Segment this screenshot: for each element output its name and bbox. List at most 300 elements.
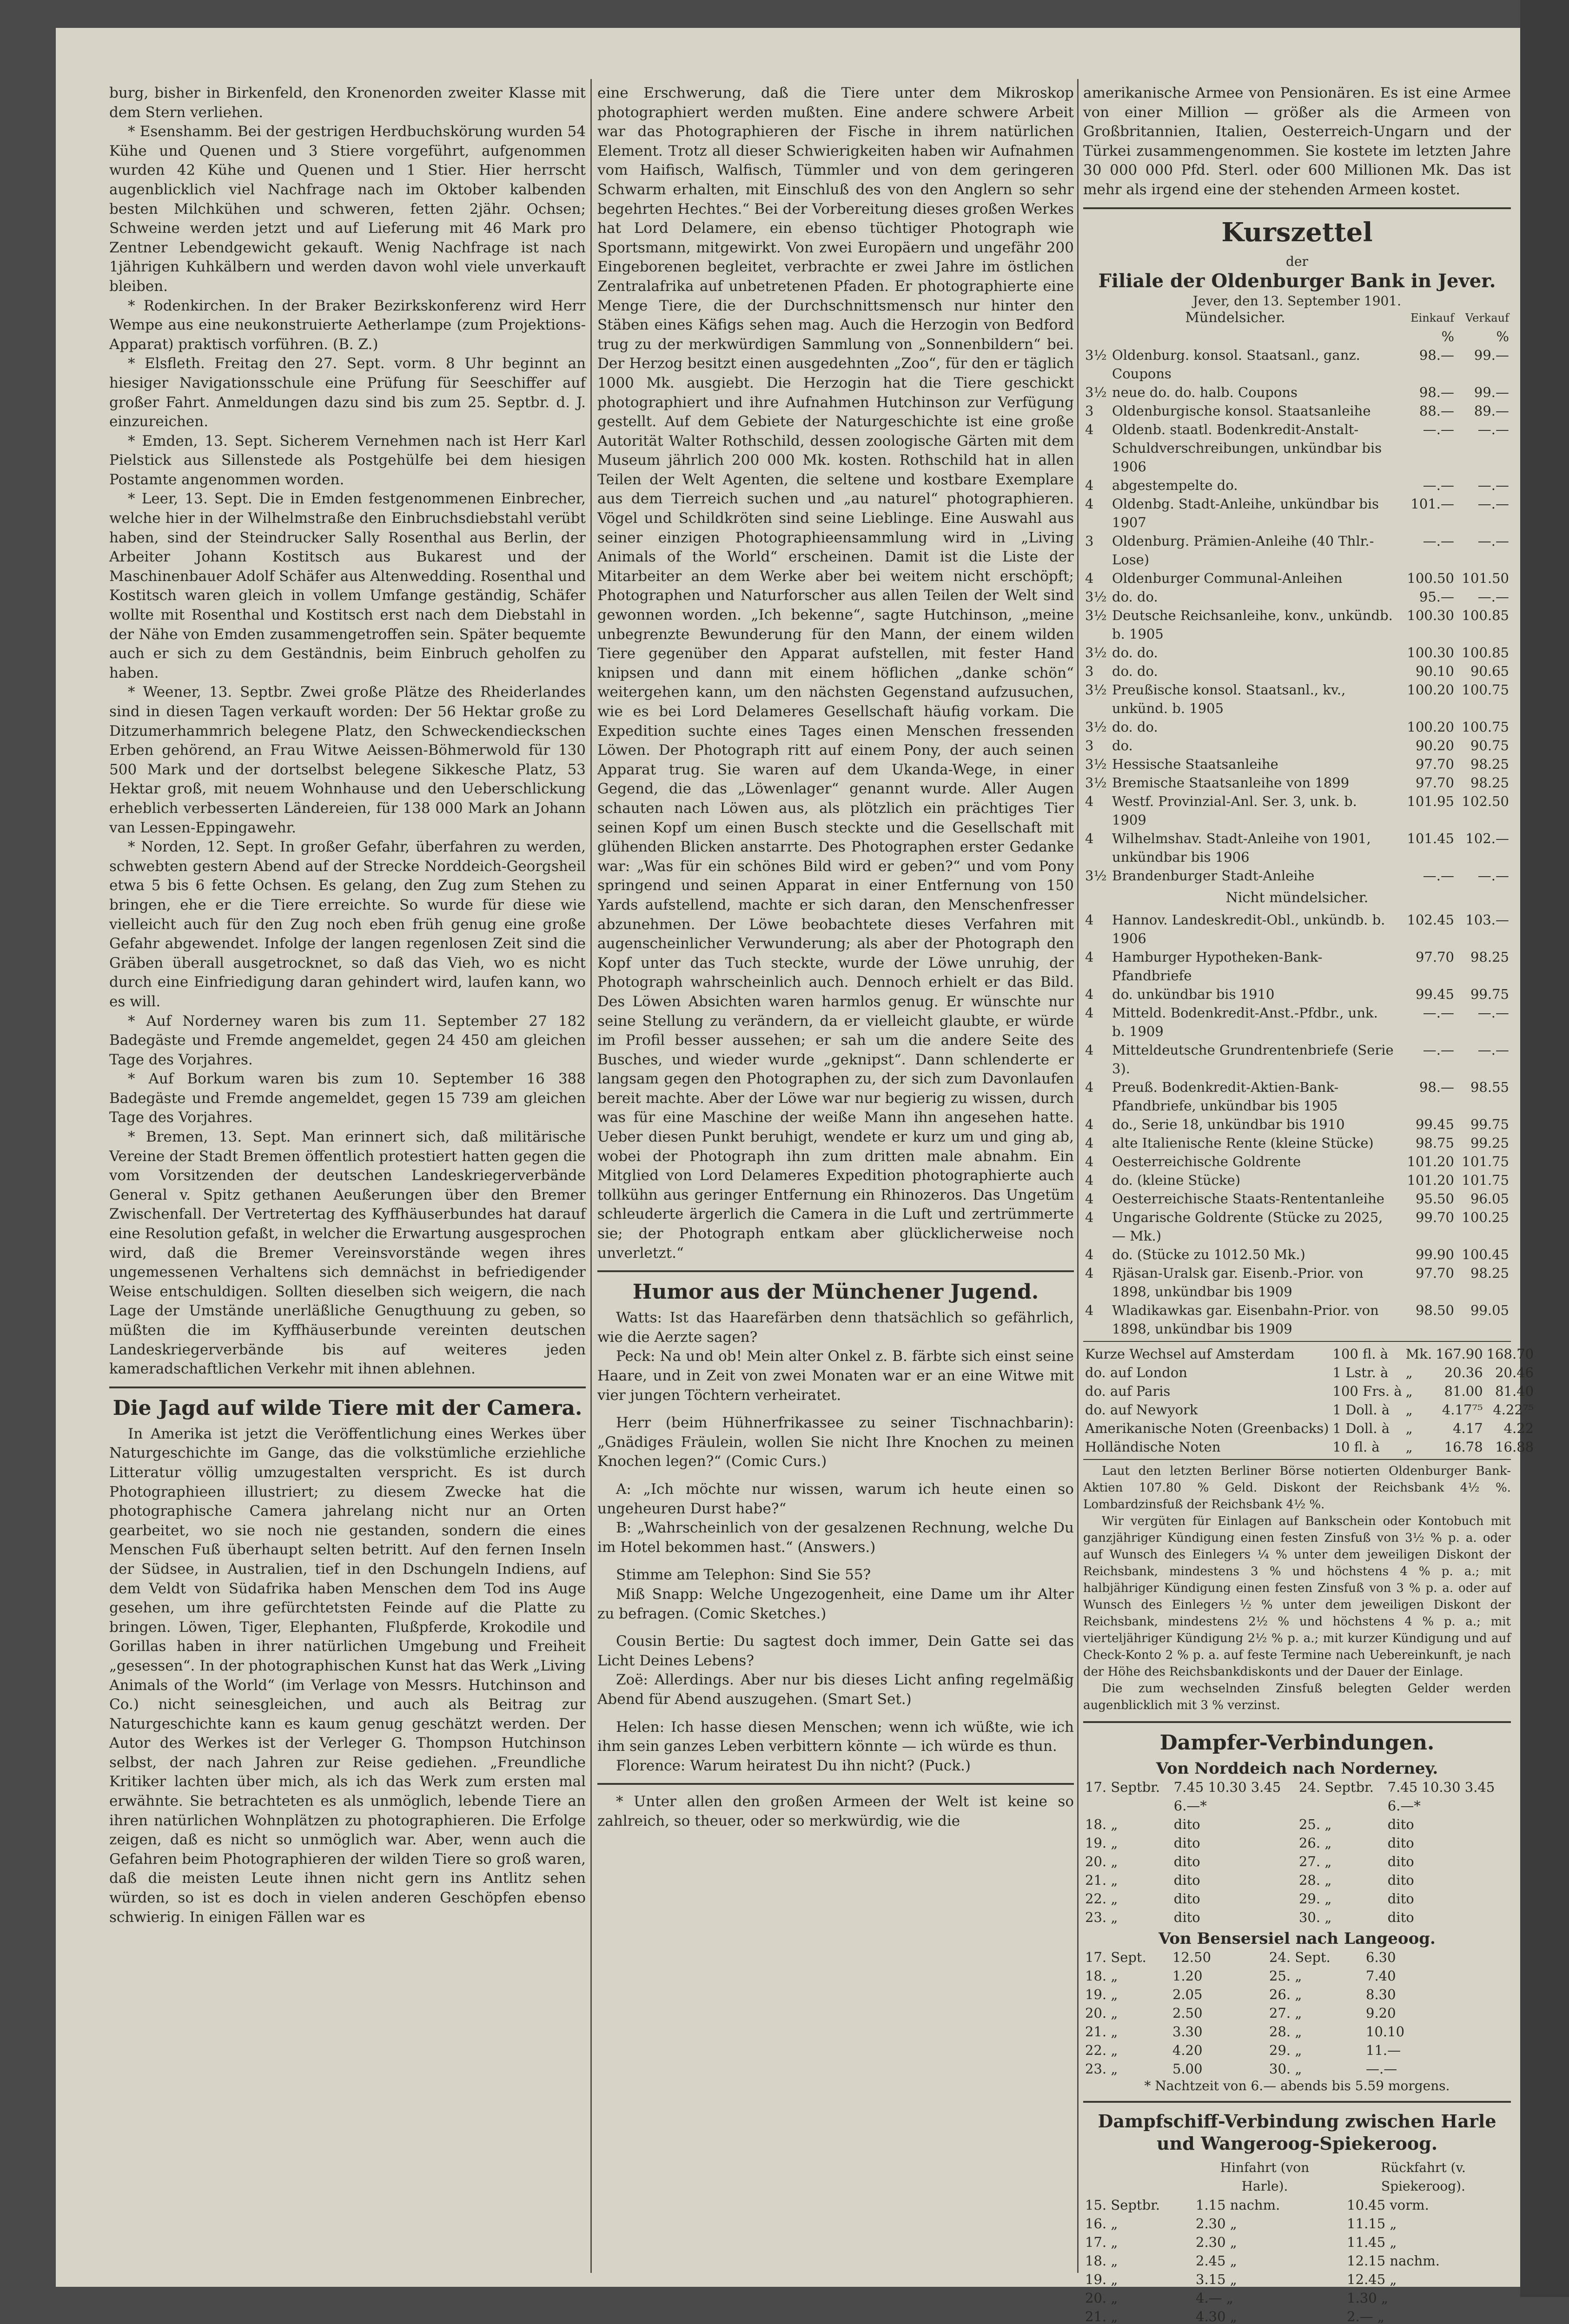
ruckfahrt-time: 2.— „ [1347, 2308, 1385, 2324]
wechsel-name: Kurze Wechsel auf Amsterdam [1085, 1346, 1295, 1362]
kurs-row [1083, 680, 1511, 718]
date: 23. „ [1085, 2060, 1118, 2077]
news-item: * Rodenkirchen. In der Braker Bezirkskonferenz wird Herr Wempe aus eine neukonstruierte Aetherlampe (zum Projektions-Apparat) praktisch vorführen. (B. Z.) [109, 297, 586, 353]
times: dito [1173, 1890, 1200, 1907]
verkauf-price: 100.85 [1462, 607, 1509, 623]
security-name: do. do. [1112, 663, 1158, 679]
einkauf-price: —.— [1423, 421, 1454, 437]
kurs-row [1083, 755, 1511, 773]
kurszettel-der: der [1286, 253, 1308, 269]
currency: Mk. [1405, 1346, 1432, 1362]
date: 25. „ [1269, 1967, 1302, 1984]
currency: „ [1405, 1439, 1413, 1455]
kurs-row [1083, 736, 1511, 755]
joke-line: Peck: Na und ob! Mein alter Onkel z. B. färbte sich einst seine Haare, und in Zeit von zwei Monaten war er an eine Witwe mit vier jungen Töchtern verheiratet. [597, 1348, 1074, 1404]
verkauf-price: 100.45 [1462, 1246, 1509, 1262]
wechsel-name: Amerikanische Noten (Greenbacks) [1085, 1420, 1329, 1436]
wechsel-row [1083, 1419, 1536, 1438]
date [1297, 1796, 1386, 1815]
ruckfahrt-header: Rückfahrt (v. Spiekeroog). [1381, 2159, 1466, 2194]
einkauf-price: 99.45 [1415, 1116, 1454, 1132]
einkauf-price: 97.70 [1415, 774, 1454, 791]
news-item: * Weener, 13. Septbr. Zwei große Plätze des Rheiderlandes sind in diesen Tagen verkauft worden: Der 56 Hektar große zu Ditzumerhammrich belegene Platz, den Schweckendieckschen Erben gehörend, an Frau Witwe Aeissen-Böhmerwold für 130 500 Mark und der dortselbst belegene Sikkesche Platz, 53 Hektar groß, mit neuem Wohnhause und den Ueberschlickung erheblich verbesserten Ländereien, für 138 000 Mark an Johann van Lessen-Eppingawehr. [109, 684, 586, 836]
date: 23. „ [1085, 1909, 1118, 1925]
article-title: Die Jagd auf wilde Tiere mit der Camera. [113, 1396, 583, 1420]
security-name: Oldenburger Communal-Anleihen [1112, 570, 1343, 586]
kurs-row [1083, 495, 1511, 532]
column-2 [597, 84, 1074, 1831]
einkauf-price: 98.75 [1415, 1135, 1454, 1151]
date: 20. „ [1085, 2005, 1118, 2021]
einkauf-price: 99.90 [1415, 1246, 1454, 1262]
ruckfahrt-time: 12.15 nachm. [1347, 2252, 1440, 2269]
verkauf-price: 99.75 [1470, 1116, 1509, 1132]
news-item: * Elsfleth. Freitag den 27. Sept. vorm. 8 Uhr beginnt an hiesiger Navigationsschule eine Prüfung für Seeschiffer auf großer Fahrt. Anmeldungen dazu sind bis zum 25. Septbr. d. J. einzureichen. [109, 355, 586, 430]
einkauf-price: 100.50 [1407, 570, 1454, 586]
wechsel-row [1083, 1363, 1536, 1382]
einkauf-price: 101.20 [1407, 1153, 1454, 1169]
rate: 4 [1085, 1042, 1094, 1058]
security-name: Wladikawkas gar. Eisenbahn-Prior. von 1898, unkündbar bis 1909 [1112, 1302, 1379, 1337]
rate: 4 [1085, 477, 1094, 493]
unit: 100 Frs. à [1332, 1383, 1402, 1399]
ruckfahrt-time: 11.45 „ [1347, 2234, 1397, 2250]
einkauf-price: 98.— [1419, 1079, 1454, 1095]
einkauf-price: 101.95 [1407, 793, 1454, 809]
hinfahrt-time: 2.30 „ [1196, 2215, 1237, 2232]
date: 18. „ [1085, 1967, 1118, 1984]
time: 9.20 [1366, 2005, 1396, 2021]
security-name: Oldenb. staatl. Bodenkredit-Anstalt-Schuldverschreibungen, unkündbar bis 1906 [1112, 421, 1382, 475]
date: 28. „ [1298, 1872, 1332, 1888]
security-name: Preußische konsol. Staatsanl., kv., unkünd. b. 1905 [1112, 681, 1346, 716]
schedule-row [1083, 2041, 1511, 2060]
kurs-row [1083, 1301, 1511, 1338]
schedule-row [1083, 1871, 1511, 1889]
einkauf-price: 81.00 [1444, 1383, 1483, 1399]
verkauf-price: 100.75 [1462, 681, 1509, 698]
times: 7.45 10.30 3.45 [1173, 1779, 1281, 1795]
wechsel-row [1083, 1438, 1536, 1456]
security-name: alte Italienische Rente (kleine Stücke) [1112, 1135, 1374, 1151]
einkauf-price: 98.— [1419, 347, 1454, 363]
times: dito [1387, 1853, 1414, 1869]
verkauf-price: 98.25 [1470, 756, 1509, 772]
kurs-header [1083, 309, 1511, 346]
kurszettel-title: Kurszettel [1221, 217, 1373, 248]
wechsel-row [1083, 1345, 1536, 1363]
security-name: Oldenburgische konsol. Staatsanleihe [1112, 403, 1371, 419]
news-item: * Auf Borkum waren bis zum 10. September 16 388 Badegäste und Fremde angemeldet, gegen 15 739 am gleichen Tage des Vorjahres. [109, 1070, 586, 1126]
times: dito [1387, 1890, 1414, 1907]
rate: 3½ [1085, 756, 1107, 772]
time: 2.50 [1172, 2005, 1203, 2021]
percent-sign: % [1441, 328, 1454, 344]
kurs-row [1083, 985, 1511, 1004]
kurs-row [1083, 1134, 1511, 1152]
kurs-row [1083, 1115, 1511, 1134]
verkauf-price: 98.25 [1470, 1265, 1509, 1281]
schedule-row [1083, 2214, 1511, 2233]
bensersiel-schedule [1083, 1948, 1511, 2078]
bensersiel-note: * Nachtzeit von 6.— abends bis 5.59 morgens. [1144, 2078, 1450, 2093]
time: 7.40 [1366, 1967, 1396, 1984]
date: 21. „ [1085, 2308, 1118, 2324]
rate: 4 [1085, 1190, 1094, 1207]
schedule-row [1083, 2251, 1511, 2270]
bank-note: Laut den letzten Berliner Börse notierten Oldenburger Bank-Aktien 107.80 % Geld. Diskont der Reichsbank 4½ %. Lombardzinsfuß der Reichsbank 4½ %. [1083, 1464, 1511, 1512]
time: 10.10 [1366, 2023, 1405, 2040]
hinfahrt-time: 4.30 „ [1196, 2308, 1237, 2324]
kurs-row [1083, 346, 1511, 383]
date: 16. „ [1085, 2215, 1118, 2232]
currency: „ [1405, 1420, 1413, 1436]
einkauf-price: 98.50 [1415, 1302, 1454, 1318]
time: —.— [1366, 2060, 1397, 2077]
einkauf-price: 100.30 [1407, 644, 1454, 660]
verkauf-price: 101.50 [1462, 570, 1509, 586]
verkauf-price: —.— [1477, 1004, 1509, 1021]
security-name: Mitteld. Bodenkredit-Anst.-Pfdbr., unk. b. 1909 [1112, 1004, 1378, 1039]
section-divider [1083, 1721, 1511, 1723]
security-name: Bremische Staatsanleihe von 1899 [1112, 774, 1350, 791]
date: 30. „ [1298, 1909, 1332, 1925]
security-name: do., Serie 18, unkündbar bis 1910 [1112, 1116, 1345, 1132]
schedule-row [1083, 1796, 1511, 1815]
einkauf-price: 16.78 [1444, 1439, 1483, 1455]
joke-line: Zoë: Allerdings. Aber nur bis dieses Licht anfing regelmäßig Abend für Abend auszugehen. (Smart Set.) [597, 1671, 1074, 1708]
rate: 4 [1085, 1265, 1094, 1281]
schedule-row [1083, 1985, 1511, 2004]
security-name: do. (kleine Stücke) [1112, 1172, 1241, 1188]
section-divider [109, 1386, 586, 1388]
date: 28. „ [1269, 2023, 1302, 2040]
time: 3.30 [1172, 2023, 1203, 2040]
ruckfahrt-time: 12.45 „ [1347, 2271, 1397, 2287]
date: 29. „ [1298, 1890, 1332, 1907]
kurs-row [1083, 1004, 1511, 1041]
einkauf-price: 95.— [1419, 588, 1454, 605]
einkauf-price: —.— [1423, 533, 1454, 549]
rate: 4 [1085, 1209, 1094, 1225]
verkauf-price: 81.40 [1495, 1383, 1534, 1399]
verkauf-price: 98.55 [1470, 1079, 1509, 1095]
joke-line: Watts: Ist das Haarefärben denn thatsächlich so gefährlich, wie die Aerzte sagen? [597, 1309, 1074, 1346]
schedule-row [1083, 1778, 1511, 1796]
date: 22. „ [1085, 2042, 1118, 2058]
percent-sign: % [1496, 328, 1509, 344]
security-name: Preuß. Bodenkredit-Aktien-Bank-Pfandbriefe, unkündbar bis 1905 [1112, 1079, 1339, 1114]
verkauf-price: 101.75 [1462, 1153, 1509, 1169]
rate: 4 [1085, 986, 1094, 1002]
times: dito [1387, 1835, 1414, 1851]
schedule-row [1083, 2233, 1511, 2251]
einkauf-price: —.— [1423, 1004, 1454, 1021]
date [1083, 1796, 1172, 1815]
joke-line: Stimme am Telephon: Sind Sie 55? [616, 1566, 871, 1584]
kurs-row [1083, 643, 1511, 662]
kurs-row [1083, 476, 1511, 495]
verkauf-price: 98.25 [1470, 774, 1509, 791]
currency: „ [1405, 1364, 1413, 1380]
date: 26. „ [1298, 1835, 1332, 1851]
verkauf-price: 16.88 [1495, 1439, 1534, 1455]
time: 4.20 [1172, 2042, 1203, 2058]
time: 8.30 [1366, 1986, 1396, 2002]
joke-line: B: „Wahrscheinlich von der gesalzenen Rechnung, welche Du im Hotel bekommen hast.“ (Answers.) [597, 1519, 1074, 1556]
times: dito [1173, 1909, 1200, 1925]
verkauf-price: 168.70 [1486, 1346, 1534, 1362]
currency: „ [1405, 1401, 1413, 1418]
einkauf-price: 101.— [1410, 495, 1454, 512]
date: 24. Sept. [1269, 1949, 1331, 1965]
joke-line: Herr (beim Hühnerfrikassee zu seiner Tischnachbarin): „Gnädiges Fräulein, wollen Sie nicht Ihre Knochen zu meinen Knochen legen?“ (Comic Curs.) [597, 1414, 1074, 1470]
verkauf-price: 99.25 [1470, 1135, 1509, 1151]
nicht-mundel-heading: Nicht mündelsicher. [1225, 889, 1369, 906]
times: 6.—* [1173, 1797, 1207, 1814]
rate: 3½ [1085, 719, 1107, 735]
kurs-table-mundelsicher [1083, 346, 1511, 885]
rate: 4 [1085, 1302, 1094, 1318]
kurs-row [1083, 1208, 1511, 1245]
section-divider [597, 1270, 1074, 1272]
ruckfahrt-time: 11.15 „ [1347, 2215, 1397, 2232]
verkauf-price: 99.— [1474, 347, 1509, 363]
rate: 3½ [1085, 644, 1107, 660]
einkauf-price: 100.30 [1407, 607, 1454, 623]
verkauf-price: —.— [1477, 421, 1509, 437]
schedule-row [1083, 2307, 1511, 2324]
times: dito [1387, 1872, 1414, 1888]
einkauf-price: 95.50 [1415, 1190, 1454, 1207]
kurs-row [1083, 773, 1511, 792]
section-divider [597, 1783, 1074, 1785]
kurs-row [1083, 866, 1511, 885]
wechsel-name: do. auf Paris [1085, 1383, 1171, 1399]
einkauf-price: —.— [1423, 477, 1454, 493]
time: 6.30 [1366, 1949, 1396, 1965]
hinfahrt-time: 1.15 nachm. [1196, 2197, 1280, 2213]
wechsel-name: Holländische Noten [1085, 1439, 1221, 1455]
einkauf-price: 100.20 [1407, 719, 1454, 735]
wechsel-row [1083, 1382, 1536, 1400]
date: 24. Septbr. [1298, 1779, 1374, 1795]
schedule-row [1083, 1948, 1511, 1967]
security-name: Brandenburger Stadt-Anleihe [1112, 867, 1315, 884]
verkauf-price: 102.— [1465, 830, 1509, 846]
hinfahrt-time: 4.— „ [1196, 2290, 1233, 2306]
kurs-row [1083, 829, 1511, 866]
einkauf-price: 4.17 [1453, 1420, 1483, 1436]
times: dito [1173, 1816, 1200, 1832]
column-1 [109, 84, 586, 1927]
kurs-row [1083, 588, 1511, 606]
security-name: do. unkündbar bis 1910 [1112, 986, 1275, 1002]
wechsel-name: do. auf Newyork [1085, 1401, 1198, 1418]
security-name: Oldenburg. Prämien-Anleihe (40 Thlr.-Lose) [1112, 533, 1374, 568]
einkauf-price: —.— [1423, 1042, 1454, 1058]
times: dito [1173, 1872, 1200, 1888]
rate: 3½ [1085, 607, 1107, 623]
schedule-row [1083, 2060, 1511, 2078]
date: 19. „ [1085, 2271, 1118, 2287]
unit: 1 Doll. à [1332, 1401, 1390, 1418]
verkauf-price: 99.— [1474, 384, 1509, 400]
schedule-row [1083, 1834, 1511, 1852]
schedule-row [1083, 2289, 1511, 2307]
einkauf-price: 101.45 [1407, 830, 1454, 846]
date: 22. „ [1085, 1890, 1118, 1907]
verkauf-price: —.— [1477, 1042, 1509, 1058]
schedule-row [1083, 2270, 1511, 2289]
date: 20. „ [1085, 1853, 1118, 1869]
humor-title: Humor aus der Münchener Jugend. [632, 1280, 1039, 1304]
verkauf-price: 99.05 [1470, 1302, 1509, 1318]
date: 27. „ [1269, 2005, 1302, 2021]
verkauf-price: —.— [1477, 588, 1509, 605]
news-item: * Leer, 13. Sept. Die in Emden festgenommenen Einbrecher, welche hier in der Wilhelmstraße den Einbruchsdiebstahl verübt haben, sind der Steindrucker Sally Rosenthal aus Berlin, der Arbeiter Johann Kostitsch aus Bukarest und der Maschinenbauer Adolf Schäfer aus Altenwedding. Rosenthal und Kostitsch waren gleich in vollem Umfange geständig, Schäfer wollte mit Rosenthal und Kostitsch erst nach dem Diebstahl in der Nähe von Emden zusammengetroffen sein. Später bequemte auch er sich zu dem Geständnis, beim Einbruch geholfen zu haben. [109, 490, 586, 681]
rate: 4 [1085, 793, 1094, 809]
kurs-row [1083, 1152, 1511, 1171]
kurs-row [1083, 1264, 1511, 1301]
einkauf-price: 102.45 [1407, 911, 1454, 928]
bensersiel-route-title: Von Bensersiel nach Langeoog. [1159, 1929, 1436, 1948]
security-name: Hessische Staatsanleihe [1112, 756, 1278, 772]
date: 17. Septbr. [1085, 1779, 1160, 1795]
einkauf-price: 90.10 [1415, 663, 1454, 679]
joke-line: Helen: Ich hasse diesen Menschen; wenn ich wüßte, wie ich ihm sein ganzes Leben verbittern könnte — ich würde es thun. [597, 1718, 1074, 1755]
kurs-row [1083, 718, 1511, 736]
joke-line: Cousin Bertie: Du sagtest doch immer, Dein Gatte sei das Licht Deines Lebens? [597, 1633, 1074, 1669]
einkauf-price: 97.70 [1415, 756, 1454, 772]
article-paragraph: eine Erschwerung, daß die Tiere unter dem Mikroskop photographiert werden mußten. Eine andere schwere Arbeit war das Photographieren der Fische in ihrem natürlichen Element. Trotz all dieser Schwierigkeiten haben wir Aufnahmen vom Haifisch, Walfisch, Tümmler und von dem geringeren Schwarm erhalten, mit Einschluß des von den Anglern so sehr begehrten Hechtes.“ Bei der Vorbereitung dieses großen Werkes hat Lord Delamere, ein ebenso tüchtiger Photograph wie Sportsmann, mitgewirkt. Von zwei Europäern und ungefähr 200 Eingeborenen begleitet, verbrachte er zwei Jahre im östlichen Zentralafrika auf unbetretenen Pfaden. Er photographierte eine Menge Tiere, die der Durchschnittsmensch nur hinter den Stäben eines Käfigs sehen mag. Auch die Herzogin von Bedford trug zu der merkwürdigen Sammlung von „Sonnenbildern“ bei. Der Herzog besitzt einen ausgedehnten „Zoo“, für den er täglich 1000 Mk. ausgiebt. Die Herzogin hat die Tiere geschickt photographiert und ihre Aufnahmen Hutchinson zur Verfügung gestellt. Auf dem Gebiete der Naturgeschichte ist eine große Autorität Walter Rothschild, dessen zoologische Gärten mit dem Museum jährlich 200 000 Mk. kosten. Rothschild hat in allen Teilen der Welt Agenten, die seltene und kostbare Exemplare aus dem Tierreich suchen und „au naturel“ photographieren. Vögel und Schildkröten sind seine Lieblinge. Eine Auswahl aus seiner einzigen Photographieensammlung wird in „Living Animals of the World“ erscheinen. Damit ist die Liste der Mitarbeiter an dem Werke aber bei weitem nicht erschöpft; Photographen und Naturforscher aus allen Teilen der Welt sind gewonnen worden. „Ich bekenne“, sagte Hutchinson, „meine unbegrenzte Bewunderung für den Mann, der einem wilden Tiere gegenüber den Apparat aufstellen, mit fester Hand knipsen und dann mit einem höflichen „danke schön“ weitergehen kann, um den nächsten Gegenstand aufzusuchen, wie es bei Lord Delameres Gesellschaft häufig vorkam. Die Expedition suchte eines Tages einen Menschen fressenden Löwen. Der Photograph ritt auf einem Pony, der auch seinen Apparat trug. Sie waren auf dem Ukanda-Wege, in einer Gegend, die das „Löwenlager“ genannt wurde. Aller Augen schauten nach Löwen aus, als plötzlich ein prächtiges Tier seinen Kopf um einen Busch steckte und die Gesellschaft mit glühenden Blicken anstarrte. Des Photographen erster Gedanke war: „Was für ein schönes Bild wird er geben?“ und vom Pony springend und seinen Apparat in einer Entfernung von 150 Yards aufstellend, machte er sich daran, den Menschenfresser abzunehmen. Der Löwe beobachtete dieses Verfahren mit augenscheinlicher Verwunderung; als aber der Photograph den Kopf unter das Tuch steckte, wurde der Löwe unruhig, der Photograph wahrscheinlich auch. Dennoch erhielt er das Bild. Des Löwen Absichten waren harmlos genug. Er wünschte nur seine Stellung zu verändern, da er vielleicht glaubte, er würde im Profil besser aussehen; er sah um die andere Seite des Busches, und wieder wurde „geknipst“. Dann schlenderte er langsam gegen den Photographen zu, der sich zum Davonlaufen bereit machte. Aber der Löwe war nur begierig zu wissen, durch was für eine Maschine der weiße Mann ihn angesehen hatte. Ueber diesen Punkt beruhigt, wendete er kurz um und ging ab, wobei der Photograph ihn zum dritten male abnahm. Ein Mitglied von Lord Delameres Expedition photographierte auch tollkühn aus geringer Entfernung ein Rhinozeros. Das Ungetüm schleuderte ärgerlich die Camera in die Luft und zertrümmerte sie; der Photograph entkam aber glücklicherweise noch unverletzt.“ [597, 85, 1074, 1261]
joke-line: Miß Snapp: Welche Ungezogenheit, eine Dame um ihr Alter zu befragen. (Comic Sketches.) [597, 1585, 1074, 1622]
time: 1.20 [1172, 1967, 1203, 1984]
date: 17. Sept. [1085, 1949, 1146, 1965]
column-rule [1077, 79, 1079, 2273]
date: 15. Septbr. [1085, 2197, 1160, 2213]
news-item: * Auf Norderney waren bis zum 11. September 27 182 Badegäste und Fremde angemeldet, gegen 24 450 am gleichen Tage des Vorjahres. [109, 1012, 586, 1068]
hinfahrt-time: 2.30 „ [1196, 2234, 1237, 2250]
einkauf-price: 99.45 [1415, 986, 1454, 1002]
date: 18. „ [1085, 2252, 1118, 2269]
einkauf-price: 99.70 [1415, 1209, 1454, 1225]
norddeich-schedule [1083, 1778, 1511, 1927]
rate: 4 [1085, 830, 1094, 846]
kurs-row [1083, 402, 1511, 420]
unit: 1 Lstr. à [1332, 1364, 1389, 1380]
verkauf-price: 101.75 [1462, 1172, 1509, 1188]
verkauf-price: 100.85 [1462, 644, 1509, 660]
verkauf-price: 4.22⁷⁵ [1493, 1401, 1534, 1418]
rate: 3 [1085, 663, 1094, 679]
kurs-row [1083, 1245, 1511, 1264]
rate: 4 [1085, 421, 1094, 437]
kurs-row [1083, 1041, 1511, 1078]
security-name: Oesterreichische Staats-Rententanleihe [1112, 1190, 1384, 1207]
date: 30. „ [1269, 2060, 1302, 2077]
rate: 3 [1085, 737, 1094, 753]
date: 25. „ [1298, 1816, 1332, 1832]
kurszettel-date: Jever, den 13. September 1901. [1192, 293, 1402, 309]
dampfschiff-header [1083, 2159, 1511, 2196]
bank-note: Wir vergüten für Einlagen auf Bankschein oder Kontobuch mit ganzjähriger Kündigung einen festen Zinsfuß von 3½ % p. a. oder auf Wunsch des Einlegers ¼ % unter dem jeweiligen Diskont der Reichsbank, mindestens 3 % und höchstens 4 % p. a.; mit halbjähriger Kündigung einen festen Zinsfuß von 3 % p. a. oder auf Wunsch des Einlegers ½ % unter dem jeweiligen Diskont der Reichsbank, mindestens 2½ % und höchstens 4 % p. a.; mit vierteljähriger Kündigung 2½ % p. a.; mit kurzer Kündigung und auf Check-Konto 2 % p. a. auf feste Termine nach Uebereinkunft, je nach der Höhe des Reichsbankdiskonts und der Dauer der Einlage. [1083, 1514, 1511, 1679]
security-name: Oldenbg. Stadt-Anleihe, unkündbar bis 1907 [1112, 495, 1379, 530]
article-paragraph: In Amerika ist jetzt die Veröffentlichung eines Werkes über Naturgeschichte im Gange, das die volkstümliche erziehliche Litteratur völlig umzugestalten verspricht. Es ist durch Photographieen illustriert; zu diesem Zwecke hat die photographische Camera jahrelang nicht nur an Orten gearbeitet, wo sie noch nie gestanden, sondern die eines Menschen Fuß überhaupt selten betritt. Auf den fernen Inseln der Südsee, in Australien, tief in den Dschungeln Indiens, auf dem Veldt von Südafrika haben Menschen dem Tod ins Auge gesehen, um ihre gefürchtetsten Feinde auf die Platte zu bringen. Löwen, Tiger, Elephanten, Flußpferde, Krokodile und Gorillas haben in ihrer natürlichen Umgebung und Freiheit „gesessen“. In der photographischen Kunst hat das Werk „Living Animals of the World“ (im Verlage von Messrs. Hutchinson and Co.) nicht seinesgleichen, und auch als Beitrag zur Naturgeschichte kann es kaum genug geschätzt werden. Der Autor des Werkes ist der Verleger G. Thompson Hutchinson selbst, der nach Jahren zur Reise gediehen. „Freundliche Kritiker lachten über mich, als ich das Werk zum ersten mal erwähnte. Sie betrachteten es als unmöglich, lebende Tiere an ihren natürlichen Wohnplätzen zu photographieren. Die Erfolge zeigen, daß es nicht so unmöglich war. Aber, wenn auch die Gefahren beim Photographieren der wilden Tiere so groß waren, daß die meisten Leute ihnen nicht gern ins Antlitz sehen würden, so ist es doch in vielen anderen Geschöpfen ebenso schwierig. In einigen Fällen war es [109, 1425, 586, 1926]
einkauf-price: 20.36 [1444, 1364, 1483, 1380]
dampfschiff-schedule [1083, 2196, 1511, 2324]
header-einkauf: Einkauf [1410, 311, 1454, 324]
schedule-row [1083, 2196, 1511, 2214]
kurs-row [1083, 1189, 1511, 1208]
kurs-row [1083, 606, 1511, 643]
column-rule [590, 79, 592, 2273]
security-name: Hamburger Hypotheken-Bank-Pfandbriefe [1112, 949, 1323, 984]
security-name: Mitteldeutsche Grundrentenbriefe (Serie 3). [1112, 1042, 1394, 1076]
verkauf-price: —.— [1477, 477, 1509, 493]
rate: 3 [1085, 533, 1094, 549]
date: 27. „ [1298, 1853, 1332, 1869]
verkauf-price: 100.75 [1462, 719, 1509, 735]
security-name: do. do. [1112, 644, 1158, 660]
schedule-row [1083, 2022, 1511, 2041]
date: 21. „ [1085, 2023, 1118, 2040]
schedule-row [1083, 1908, 1511, 1927]
einkauf-price: 98.— [1419, 384, 1454, 400]
wechsel-row [1083, 1400, 1536, 1419]
verkauf-price: —.— [1477, 867, 1509, 884]
date: 21. „ [1085, 1872, 1118, 1888]
rate: 3 [1085, 403, 1094, 419]
times: dito [1387, 1909, 1414, 1925]
scan-edge [1520, 0, 1569, 2297]
news-item: * Unter allen den großen Armeen der Welt ist keine so zahlreich, so theuer, oder so merkwürdig, wie die [597, 1793, 1074, 1829]
rate: 3½ [1085, 681, 1107, 698]
section-divider [1083, 207, 1511, 209]
security-name: do. do. [1112, 588, 1158, 605]
security-name: Hannov. Landeskredit-Obl., unkündb. b. 1906 [1112, 911, 1385, 946]
newspaper-page [56, 28, 1534, 2324]
kurs-table-nicht-mundelsicher [1083, 911, 1511, 1338]
time: 12.50 [1172, 1949, 1212, 1965]
security-name: Ungarische Goldrente (Stücke zu 2025,— Mk.) [1112, 1209, 1383, 1244]
schedule-row [1083, 1815, 1511, 1834]
ruckfahrt-time: 1.30 „ [1347, 2290, 1388, 2306]
kurs-row [1083, 532, 1511, 569]
kurszettel-subtitle: Filiale der Oldenburger Bank in Jever. [1098, 270, 1496, 292]
verkauf-price: —.— [1477, 533, 1509, 549]
verkauf-price: 99.75 [1470, 986, 1509, 1002]
security-name: Westf. Provinzial-Anl. Ser. 3, unk. b. 1909 [1112, 793, 1357, 828]
news-item: burg, bisher in Birkenfeld, den Kronenorden zweiter Klasse mit dem Stern verliehen. [109, 85, 586, 121]
verkauf-price: 4.22 [1503, 1420, 1534, 1436]
verkauf-price: 96.05 [1470, 1190, 1509, 1207]
kurs-row [1083, 792, 1511, 829]
security-name: Oesterreichische Goldrente [1112, 1153, 1301, 1169]
wechsel-name: do. auf London [1085, 1364, 1187, 1380]
kurs-row [1083, 662, 1511, 680]
news-item: * Bremen, 13. Sept. Man erinnert sich, daß militärische Vereine der Stadt Bremen öffentlich protestiert hatten gegen die vom Vorsitzenden der deutschen Landeskriegerverbände General v. Spitz gethanen Aeußerungen über den Bremer Zwischenfall. Der Vertretertag des Kyffhäuserbundes hat darauf eine Resolution gefaßt, in welcher die Erwartung ausgesprochen wird, daß die Bremer Vereinsvorstände wegen ihres ungemessenen Verhaltens sich demnächst in befriedigender Weise entschuldigen. Sollten dieselben sich weigern, die nach Lage der Umstände unerläßliche Genugthuung zu geben, so müßten die im Kyffhäuserbunde vereinten deutschen Landeskriegerverbände bis auf weiteres jeden kameradschaftlichen Verkehr mit ihnen ablehnen. [109, 1129, 586, 1378]
rate: 3½ [1085, 347, 1107, 363]
rate: 4 [1085, 1246, 1094, 1262]
verkauf-price: 20.46 [1495, 1364, 1534, 1380]
times: 7.45 10.30 3.45 [1387, 1779, 1495, 1795]
verkauf-price: 90.65 [1470, 663, 1509, 679]
date: 18. „ [1085, 1816, 1118, 1832]
kurs-row [1083, 569, 1511, 588]
currency: „ [1405, 1383, 1413, 1399]
verkauf-price: —.— [1477, 495, 1509, 512]
